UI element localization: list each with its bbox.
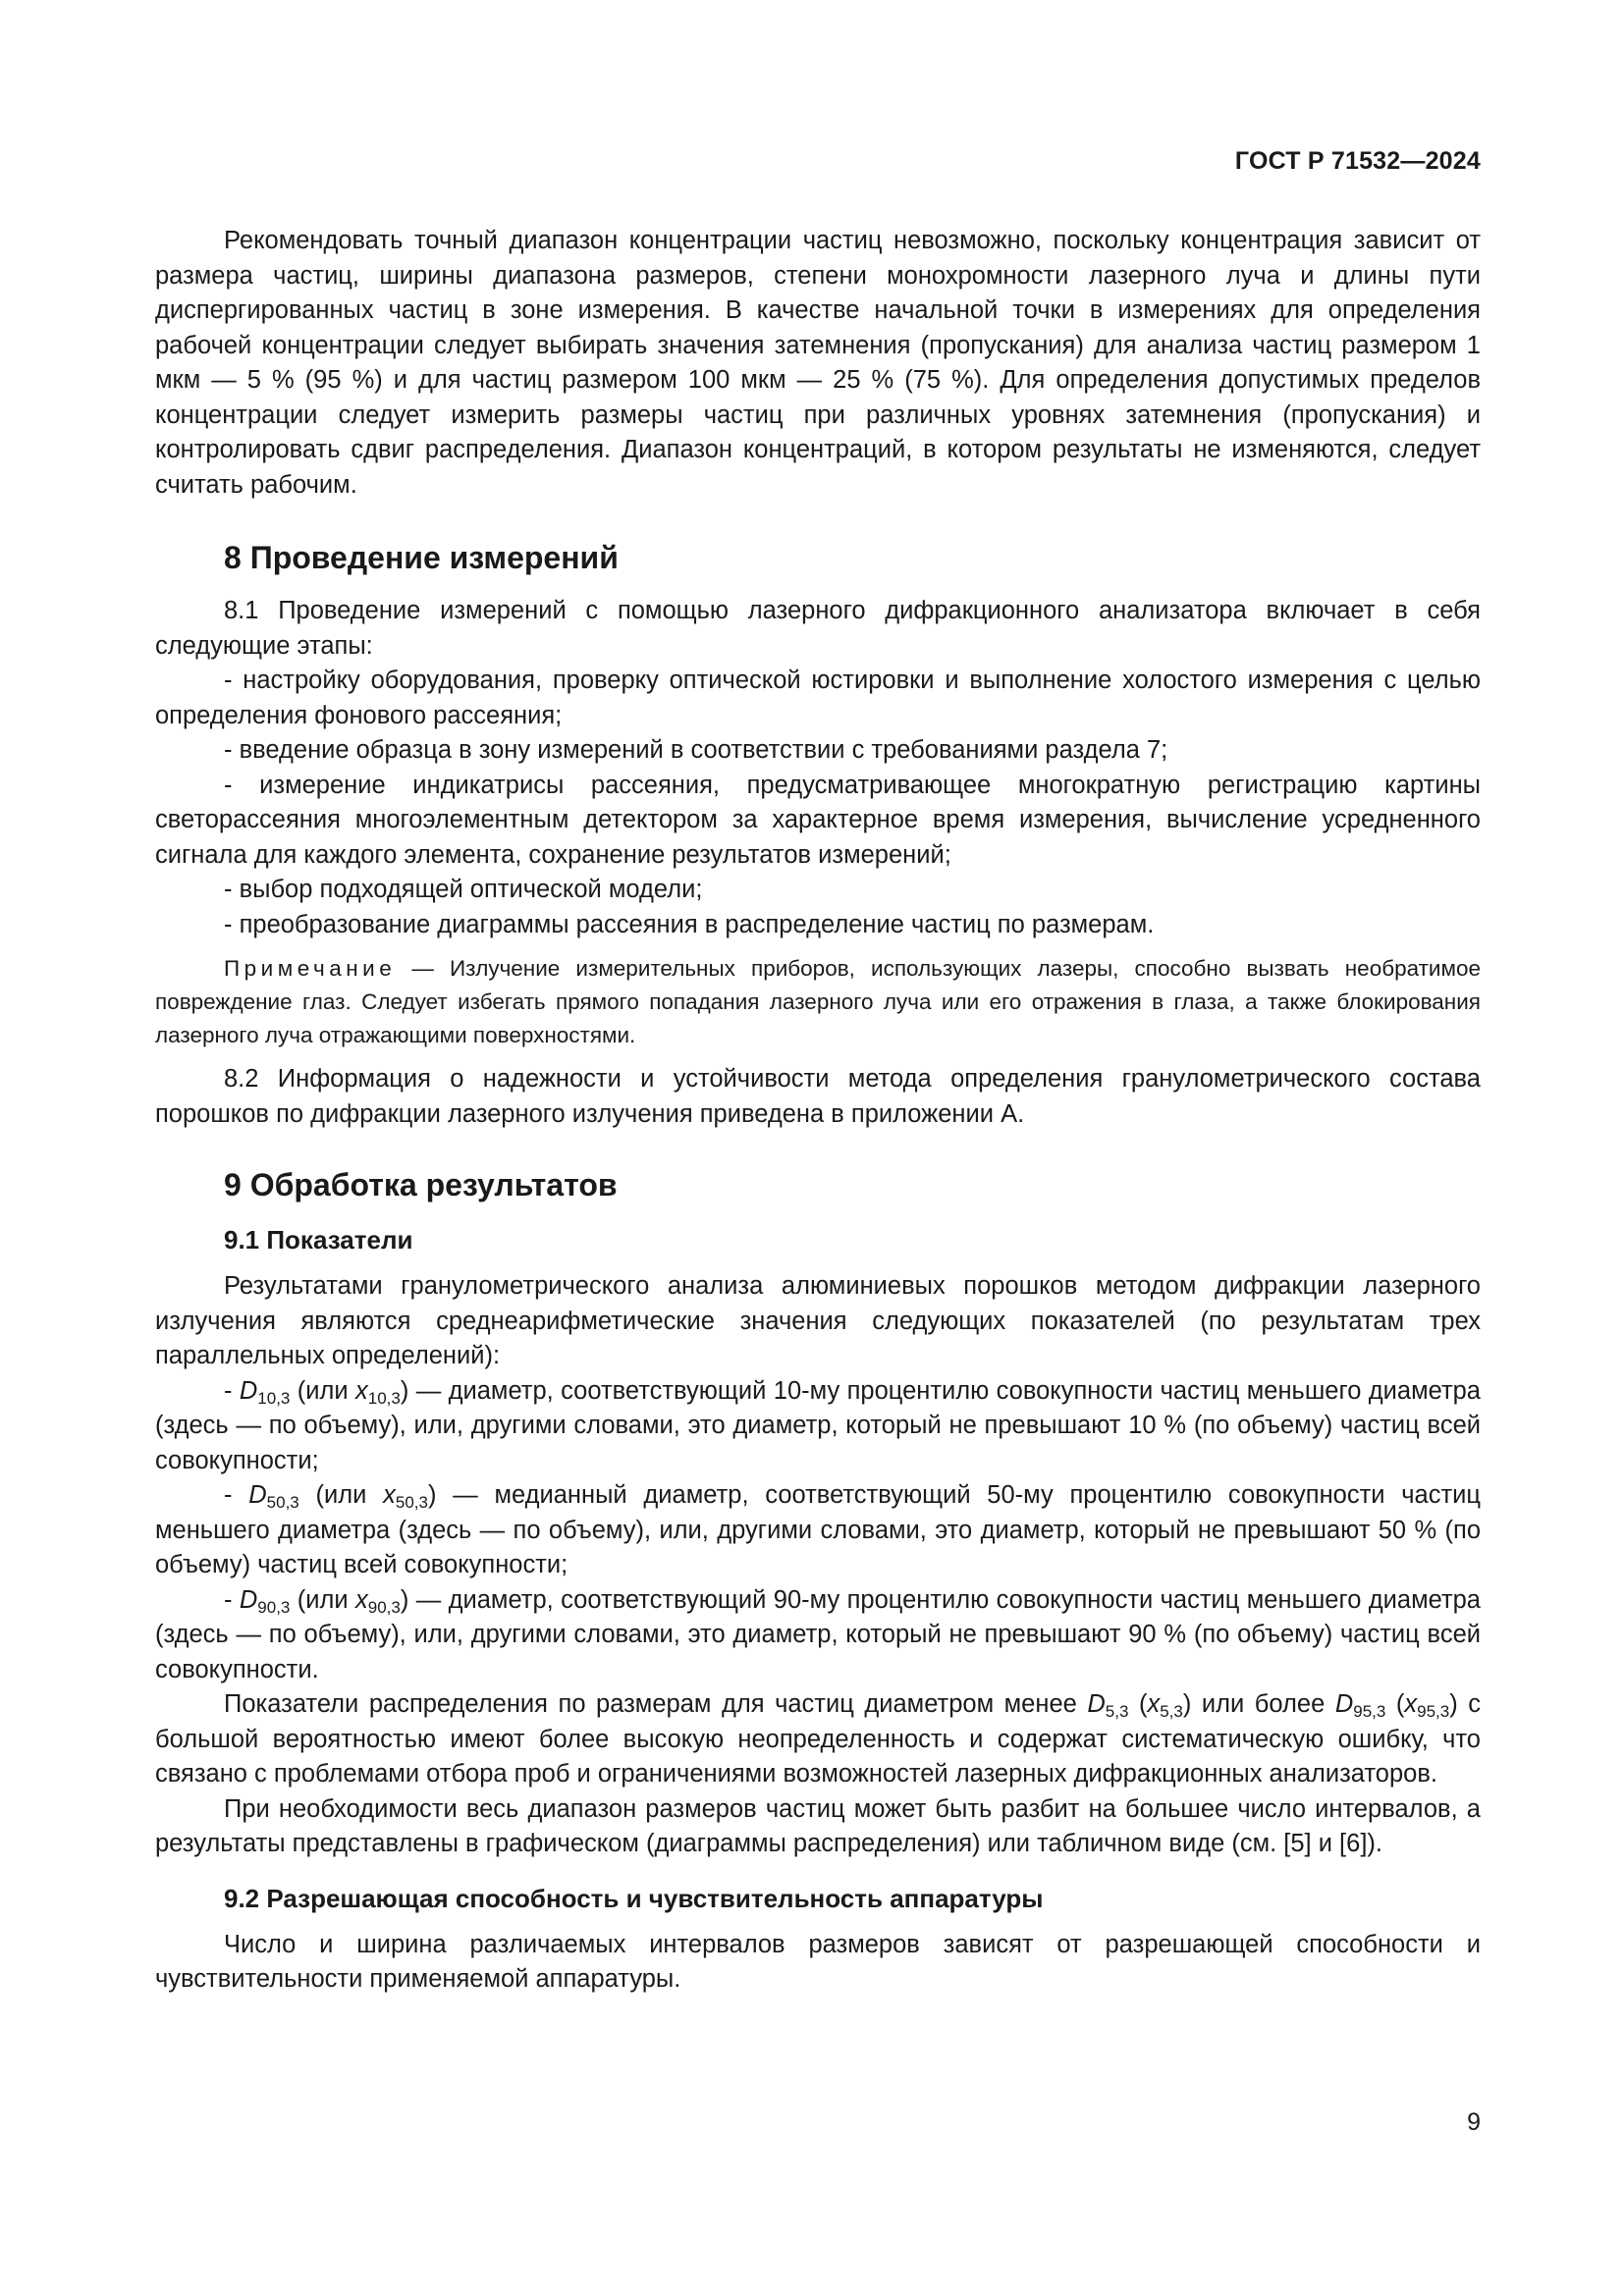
paragraph-8-2: 8.2 Информация о надежности и устойчивости метода определения гранулометрического состава порошков по дифракции лазерного излучения приведена в приложении А. bbox=[155, 1065, 1481, 1128]
intervals-paragraph: При необходимости весь диапазон размеров частиц может быть разбит на большее число интервалов, а результаты представлены в графическом (диаграммы распределения) или табличном виде (см. [5] и [6]). bbox=[155, 1794, 1481, 1857]
indicator-d50: - $D_{50,3}$ (или $x_{50,3}$) — медианный диаметр, соответствующий 50-му процентилю совокупности частиц меньшего диаметра (здесь — по объему), или, другими словами, это диаметр, который не превышают 50 % (по объему) частиц всей совокупности; bbox=[155, 1481, 1482, 1578]
list-item: - введение образца в зону измерений в соответствии с требованиями раздела 7; bbox=[224, 736, 1168, 764]
indicator-d90: - $D_{90,3}$ (или $x_{90,3}$) — диаметр, соответствующий 90-му процентилю совокупности частиц меньшего диаметра (здесь — по объему), или, другими словами, это диаметр, который не превышают 90 % (по объему) частиц всей совокупности. bbox=[155, 1585, 1481, 1683]
page-number: 9 bbox=[1467, 2109, 1481, 2136]
paragraph-9-2: Число и ширина различаемых интервалов размеров зависят от разрешающей способности и чувствительности применяемой аппаратуры. bbox=[155, 1930, 1481, 1993]
page-content bbox=[155, 224, 1481, 1998]
section-9-title: 9 Обработка результатов bbox=[224, 1167, 618, 1202]
list-item: - настройку оборудования, проверку оптической юстировки и выполнение холостого измерения с целью определения фонового рассеяния; bbox=[155, 667, 1481, 729]
distribution-paragraph: Показатели распределения по размерам для частиц диаметром менее $D_{5,3}$ $(x_{5,3})$ или более $D_{95,3}$ $(x_{95,3})$ с большой вероятностью имеют более высокую неопределенность и содержат систематическую ошибку, что связано с проблемами отбора проб и ограничениями возможностей лазерных дифракционных анализаторов. bbox=[155, 1690, 1482, 1788]
note-text: — Излучение измерительных приборов, использующих лазеры, способно вызвать необратимое повреждение глаз. Следует избегать прямого попадания лазерного луча или его отражения в глаза, а также блокирования лазерного луча отражающими поверхностями. bbox=[155, 956, 1481, 1047]
list-item: - преобразование диаграммы рассеяния в распределение частиц по размерам. bbox=[224, 910, 1155, 938]
paragraph-9-1-intro: Результатами гранулометрического анализа алюминиевых порошков методом дифракции лазерного излучения являются среднеарифметические значения следующих показателей (по результатам трех параллельных определений): bbox=[155, 1272, 1481, 1369]
paragraph-8-1: 8.1 Проведение измерений с помощью лазерного дифракционного анализатора включает в себя следующие этапы: bbox=[155, 597, 1481, 660]
document-code: ГОСТ Р 71532—2024 bbox=[1234, 147, 1481, 175]
section-8-title: 8 Проведение измерений bbox=[224, 540, 619, 575]
indicator-d10: - $D_{10,3}$ (или $x_{10,3}$) — диаметр, соответствующий 10-му процентилю совокупности частиц меньшего диаметра (здесь — по объему), или, другими словами, это диаметр, который не превышают 10 % (по объему) частиц всей совокупности; bbox=[155, 1376, 1481, 1474]
list-item: - измерение индикатрисы рассеяния, предусматривающее многократную регистрацию картины светорассеяния многоэлементным детектором за характерное время измерения, вычисление усредненного сигнала для каждого элемента, сохранение результатов измерений; bbox=[155, 771, 1481, 869]
subsection-9-2-title: 9.2 Разрешающая способность и чувствительность аппаратуры bbox=[224, 1883, 1044, 1913]
list-item: - выбор подходящей оптической модели; bbox=[224, 876, 703, 903]
subsection-9-1-title: 9.1 Показатели bbox=[224, 1225, 413, 1255]
note bbox=[155, 952, 1481, 1052]
note-label: Примечание bbox=[224, 956, 397, 981]
intro-paragraph: Рекомендовать точный диапазон концентрации частиц невозможно, поскольку концентрация зависит от размера частиц, ширины диапазона размеров, степени монохромности лазерного луча и длины пути диспергированных частиц в зоне измерения. В качестве начальной точки в измерениях для определения рабочей концентрации следует выбирать значения затемнения (пропускания) для анализа частиц размером 1 мкм — 5 % (95 %) и для частиц размером 100 мкм — 25 % (75 %). Для определения допустимых пределов концентрации следует измерить размеры частиц при различных уровнях затемнения (пропускания) и контролировать сдвиг распределения. Диапазон концентраций, в котором результаты не изменяются, следует считать рабочим. bbox=[155, 227, 1481, 499]
